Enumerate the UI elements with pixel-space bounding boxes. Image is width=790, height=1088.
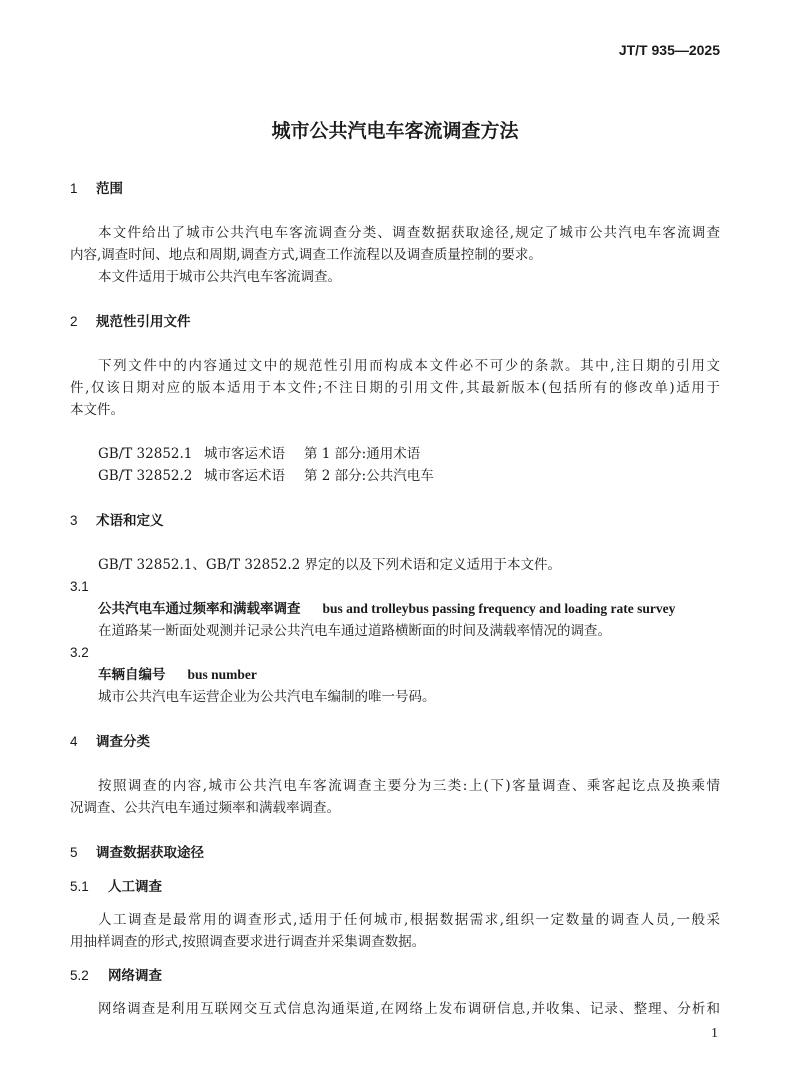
section-number: 4 bbox=[70, 734, 78, 749]
section-title: 调查分类 bbox=[96, 734, 150, 750]
reference-name: 城市客运术语 bbox=[204, 446, 285, 462]
paragraph-line: 况调查、公共汽电车通过频率和满载率调查。 bbox=[70, 800, 340, 816]
term-en: bus number bbox=[187, 667, 257, 682]
reference-code: GB/T 32852.2 bbox=[98, 468, 193, 484]
term-en: bus and trolleybus passing frequency and loading rate survey bbox=[322, 601, 676, 616]
paragraph-line: 按照调查的内容,城市公共汽电车客流调查主要分为三类:上(下)客量调查、乘客起讫点及换乘情 bbox=[98, 778, 720, 794]
reference-item bbox=[98, 444, 720, 464]
paragraph-line: 用抽样调查的形式,按照调查要求进行调查并采集调查数据。 bbox=[70, 934, 426, 950]
section-heading-5 bbox=[70, 843, 720, 863]
section-number: 1 bbox=[70, 181, 78, 196]
paragraph-line: 内容,调查时间、地点和周期,调查方式,调查工作流程以及调查质量控制的要求。 bbox=[70, 247, 542, 263]
document-title: 城市公共汽电车客流调查方法 bbox=[271, 120, 519, 142]
document-code: JT/T 935—2025 bbox=[618, 42, 720, 58]
term-number: 3.1 bbox=[70, 579, 89, 594]
section-title: 网络调查 bbox=[108, 968, 162, 984]
paragraph-line: GB/T 32852.1、GB/T 32852.2 界定的以及下列术语和定义适用于本文件。 bbox=[98, 557, 562, 573]
section-title: 术语和定义 bbox=[96, 513, 164, 529]
section-number: 5.1 bbox=[70, 879, 89, 894]
paragraph-line: 本文件适用于城市公共汽电车客流调查。 bbox=[98, 269, 341, 285]
term-zh: 车辆自编号 bbox=[98, 667, 166, 683]
term-definition: 城市公共汽电车运营企业为公共汽电车编制的唯一号码。 bbox=[98, 689, 436, 705]
term-zh: 公共汽电车通过频率和满载率调查 bbox=[98, 601, 301, 617]
section-number: 5 bbox=[70, 845, 78, 860]
section-number: 5.2 bbox=[70, 968, 89, 983]
paragraph-line: 下列文件中的内容通过文中的规范性引用而构成本文件必不可少的条款。其中,注日期的引用文 bbox=[98, 358, 720, 374]
section-heading-1 bbox=[70, 179, 720, 199]
paragraph-line: 网络调查是利用互联网交互式信息沟通渠道,在网络上发布调研信息,并收集、记录、整理、分析和 bbox=[98, 1001, 720, 1017]
page-number: 1 bbox=[711, 1026, 718, 1041]
term-definition: 在道路某一断面处观测并记录公共汽电车通过道路横断面的时间及满载率情况的调查。 bbox=[98, 623, 611, 639]
section-title: 调查数据获取途径 bbox=[96, 845, 204, 861]
paragraph-line: 本文件。 bbox=[70, 402, 124, 418]
section-heading-4 bbox=[70, 732, 720, 752]
section-number: 2 bbox=[70, 314, 78, 329]
reference-name: 城市客运术语 bbox=[204, 468, 285, 484]
term-number: 3.2 bbox=[70, 645, 89, 660]
term-entry bbox=[98, 599, 720, 619]
reference-part: 第 2 部分:公共汽电车 bbox=[304, 468, 434, 484]
reference-item bbox=[98, 466, 720, 486]
section-title: 规范性引用文件 bbox=[96, 314, 191, 330]
section-title: 人工调查 bbox=[108, 879, 162, 895]
paragraph-line: 本文件给出了城市公共汽电车客流调查分类、调查数据获取途径,规定了城市公共汽电车客流调查 bbox=[98, 225, 720, 241]
paragraph-line: 件,仅该日期对应的版本适用于本文件;不注日期的引用文件,其最新版本(包括所有的修改单)适用于 bbox=[70, 380, 720, 396]
term-entry bbox=[98, 665, 720, 685]
section-number: 3 bbox=[70, 513, 78, 528]
section-heading-2 bbox=[70, 312, 720, 332]
section-heading-3 bbox=[70, 511, 720, 531]
reference-part: 第 1 部分:通用术语 bbox=[304, 446, 421, 462]
paragraph-line: 人工调查是最常用的调查形式,适用于任何城市,根据数据需求,组织一定数量的调查人员,一般采 bbox=[98, 912, 720, 928]
subsection-heading-5-2 bbox=[70, 966, 720, 986]
section-title: 范围 bbox=[96, 181, 123, 197]
subsection-heading-5-1 bbox=[70, 877, 720, 897]
reference-code: GB/T 32852.1 bbox=[98, 446, 193, 462]
